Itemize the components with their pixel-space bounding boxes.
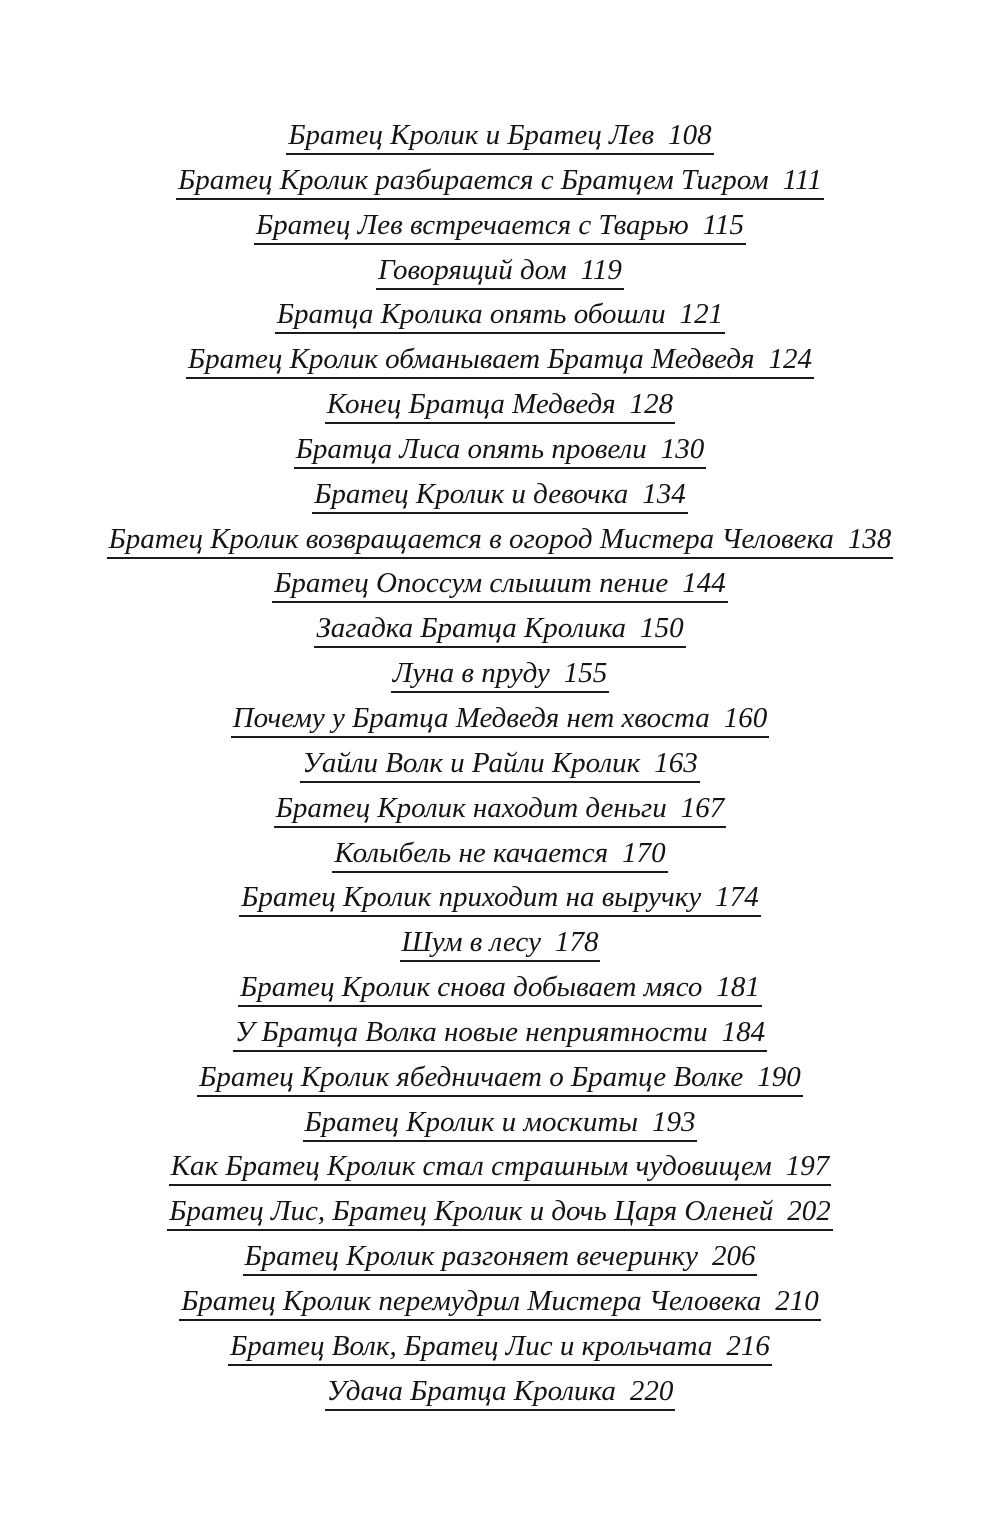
entry-title: Братец Лев встречается с Тварью	[256, 208, 689, 241]
entry-page-number: 121	[679, 298, 724, 331]
entry-page-number: 170	[622, 836, 666, 869]
toc-entry-13	[0, 656, 1000, 701]
entry-page-number: 150	[640, 612, 684, 645]
entry-page-number: 197	[785, 1150, 830, 1183]
toc-entry-6	[0, 342, 1000, 387]
toc-link[interactable]	[239, 880, 760, 917]
toc-link[interactable]	[332, 836, 667, 873]
entry-title: Братца Кролика опять обошли	[276, 298, 666, 331]
toc-entry-7	[0, 387, 1000, 432]
entry-page-number: 108	[668, 119, 712, 151]
toc-entry-17	[0, 836, 1000, 881]
toc-link[interactable]	[294, 432, 706, 469]
toc-entry-23	[0, 1105, 1000, 1150]
entry-title: Братец Кролик ябедничает о Братце Волке	[199, 1060, 744, 1093]
toc-link[interactable]	[238, 970, 762, 1007]
entry-title: Братец Кролик снова добывает мясо	[240, 971, 703, 1004]
toc-entry-19	[0, 925, 1000, 970]
entry-page-number: 134	[642, 477, 686, 510]
entry-page-number: 119	[580, 253, 622, 286]
entry-page-number: 216	[726, 1329, 770, 1362]
toc-link[interactable]	[300, 746, 699, 783]
toc-link[interactable]	[228, 1329, 772, 1366]
toc-link[interactable]	[186, 342, 814, 379]
entry-page-number: 124	[768, 343, 812, 376]
toc-link[interactable]	[325, 1374, 676, 1411]
entry-page-number: 115	[702, 208, 744, 241]
toc-link[interactable]	[391, 656, 610, 693]
entry-title: Братец Волк, Братец Лис и крольчата	[230, 1329, 713, 1362]
entry-page-number: 181	[716, 971, 760, 1004]
entry-title: Шум в лесу	[401, 926, 541, 959]
toc-link[interactable]	[400, 925, 601, 962]
toc-link[interactable]	[233, 1015, 767, 1052]
toc-link[interactable]	[179, 1284, 821, 1321]
entry-page-number: 155	[563, 657, 608, 690]
toc-entry-18	[0, 880, 1000, 925]
entry-page-number: 178	[554, 926, 599, 959]
entry-page-number: 206	[711, 1240, 756, 1273]
entry-title: Говорящий дом	[378, 253, 567, 286]
entry-page-number: 144	[682, 567, 726, 600]
toc-link[interactable]	[275, 297, 725, 334]
toc-link[interactable]	[197, 1060, 802, 1097]
entry-page-number: 184	[721, 1015, 766, 1048]
toc-entry-26	[0, 1239, 1000, 1284]
toc-entry-24	[0, 1149, 1000, 1194]
entry-title: Братец Кролик находит деньги	[275, 791, 667, 824]
entry-title: Колыбель не качается	[334, 836, 609, 869]
toc-link[interactable]	[167, 1194, 833, 1231]
toc-entry-10	[0, 522, 1000, 567]
entry-page-number: 138	[847, 522, 892, 555]
entry-title: Как Братец Кролик стал страшным чудовищем	[170, 1150, 772, 1183]
entry-page-number: 202	[787, 1195, 831, 1228]
entry-page-number: 167	[680, 791, 725, 824]
toc-link[interactable]	[272, 566, 727, 603]
toc-link[interactable]	[314, 611, 685, 648]
entry-page-number: 130	[660, 432, 705, 465]
entry-title: Почему у Братца Медведя нет хвоста	[232, 701, 710, 734]
toc-entry-14	[0, 701, 1000, 746]
entry-title: Братец Кролик обманывает Братца Медведя	[188, 343, 755, 376]
entry-title: Братец Кролик возвращается в огород Мистера Человека	[108, 522, 834, 555]
toc-entry-21	[0, 1015, 1000, 1060]
toc-link[interactable]	[274, 791, 726, 828]
entry-page-number: 220	[629, 1374, 674, 1407]
entry-title: Уайли Волк и Райли Кролик	[302, 746, 641, 779]
toc-entry-11	[0, 566, 1000, 611]
entry-title: Братец Кролик разбирается с Братцем Тигром	[178, 163, 769, 196]
toc-entry-1	[0, 118, 1000, 163]
toc-link[interactable]	[312, 477, 687, 514]
toc-link[interactable]	[231, 701, 770, 738]
toc-entry-22	[0, 1060, 1000, 1105]
toc-entry-4	[0, 253, 1000, 298]
toc-entry-20	[0, 970, 1000, 1015]
toc-entry-27	[0, 1284, 1000, 1329]
toc-entry-2	[0, 163, 1000, 208]
toc-entry-15	[0, 746, 1000, 791]
entry-title: Братец Кролик перемудрил Мистера Человека	[181, 1284, 762, 1317]
entry-page-number: 163	[654, 746, 698, 779]
toc-entry-5	[0, 297, 1000, 342]
toc-link[interactable]	[286, 118, 713, 155]
entry-page-number: 160	[723, 701, 768, 734]
toc-link[interactable]	[325, 387, 675, 424]
entry-page-number: 190	[757, 1060, 801, 1093]
toc-entry-16	[0, 791, 1000, 836]
toc-entry-3	[0, 208, 1000, 253]
toc-entry-9	[0, 477, 1000, 522]
toc-link[interactable]	[243, 1239, 758, 1276]
toc-link[interactable]	[254, 208, 746, 245]
entry-page-number: 174	[715, 881, 759, 914]
entry-title: Конец Братца Медведя	[326, 388, 616, 421]
entry-title: Братец Опоссум слышит пение	[274, 567, 669, 600]
entry-page-number: 111	[782, 163, 822, 196]
toc-link[interactable]	[107, 522, 894, 559]
entry-page-number: 193	[651, 1105, 696, 1138]
entry-title: Братец Кролик приходит на выручку	[241, 881, 702, 914]
toc-entry-8	[0, 432, 1000, 477]
entry-title: Удача Братца Кролика	[326, 1374, 616, 1407]
entry-title: Братец Кролик разгоняет вечеринку	[244, 1240, 698, 1273]
entry-title: Братец Кролик и Братец Лев	[288, 119, 655, 151]
entry-title: Братец Кролик и москиты	[304, 1105, 638, 1138]
entry-title: Братца Лиса опять провели	[295, 432, 647, 465]
entry-title: У Братца Волка новые неприятности	[234, 1015, 708, 1048]
entry-title: Луна в пруду	[392, 657, 550, 690]
entry-page-number: 210	[775, 1284, 819, 1317]
entry-title: Братец Кролик и девочка	[314, 477, 629, 510]
toc-entry-25	[0, 1194, 1000, 1239]
entry-title: Братец Лис, Братец Кролик и дочь Царя Оленей	[169, 1195, 774, 1228]
toc-link[interactable]	[376, 253, 624, 290]
toc-entry-29	[0, 1374, 1000, 1419]
table-of-contents	[0, 118, 1000, 1418]
toc-link[interactable]	[169, 1149, 831, 1186]
toc-entry-28	[0, 1329, 1000, 1374]
toc-link[interactable]	[176, 163, 824, 200]
entry-title: Загадка Братца Кролика	[316, 612, 627, 645]
toc-link[interactable]	[303, 1105, 698, 1142]
toc-entry-12	[0, 611, 1000, 656]
entry-page-number: 128	[629, 388, 674, 421]
